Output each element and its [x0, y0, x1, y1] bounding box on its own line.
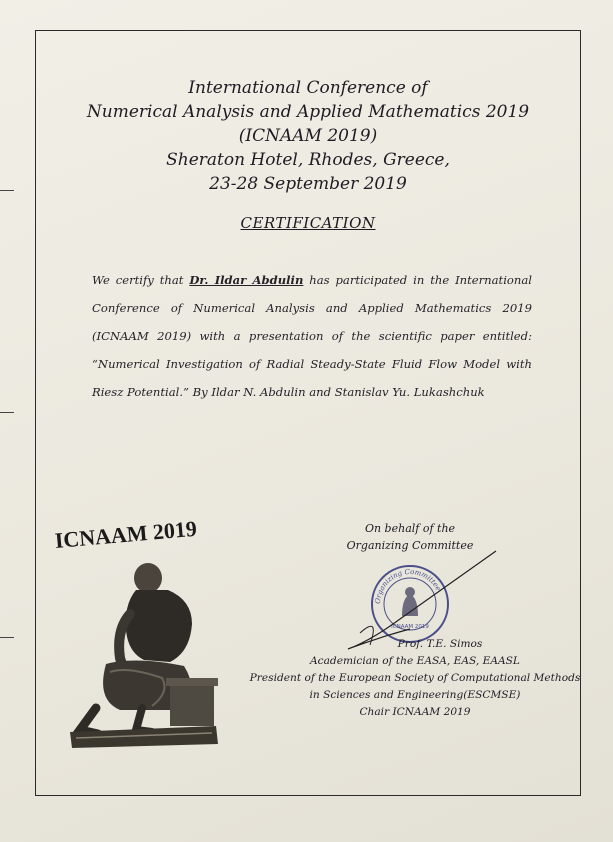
edge-mark	[0, 190, 14, 191]
edge-mark	[0, 412, 14, 413]
header-line: 23-28 September 2019	[209, 174, 407, 194]
text-after-name: has participated in the International Conference of Numerical Analysis and Applied Mathematics 2019 (ICNAAM 2019) with a presentation of the scientific paper entitled: “Numerical Investigation of Radial Steady-State Fluid Flow Model with Riesz Potential.” By Ildar N. Abdulin and Stanislav Yu. Lukashchuk	[92, 273, 532, 399]
header-line: International Conference of	[188, 78, 428, 98]
seal-inner-text: ICNAAM 2019	[391, 624, 429, 630]
header-line: Sheraton Hotel, Rhodes, Greece,	[166, 150, 450, 170]
certification-heading: CERTIFICATION	[240, 214, 376, 232]
behalf-line: On behalf of the	[364, 522, 456, 535]
thinker-statue-icon	[66, 560, 228, 750]
signer-title: Academician of the EASA, EAS, EAASL	[310, 655, 520, 667]
signer-name: Prof. T.E. Simos	[397, 638, 483, 650]
conference-logo-text: ICNAAM 2019	[53, 515, 198, 554]
edge-mark	[0, 637, 14, 638]
signer-block	[245, 636, 585, 721]
signer-title: Chair ICNAAM 2019	[359, 706, 471, 718]
header-line: Numerical Analysis and Applied Mathematics 2019	[86, 102, 530, 122]
certification-text	[92, 266, 532, 406]
signer-title: in Sciences and Engineering(ESCMSE)	[309, 689, 521, 701]
seal-outer-text: Organizing Committee	[373, 567, 443, 605]
header-line: (ICNAAM 2019)	[238, 126, 378, 146]
signer-title: President of the European Society of Computational Methods	[249, 672, 581, 684]
conference-header	[35, 76, 581, 196]
text-before-name: We certify that	[92, 273, 190, 287]
recipient-name: Dr. Ildar Abdulin	[189, 273, 304, 287]
behalf-line: Organizing Committee	[346, 539, 474, 552]
